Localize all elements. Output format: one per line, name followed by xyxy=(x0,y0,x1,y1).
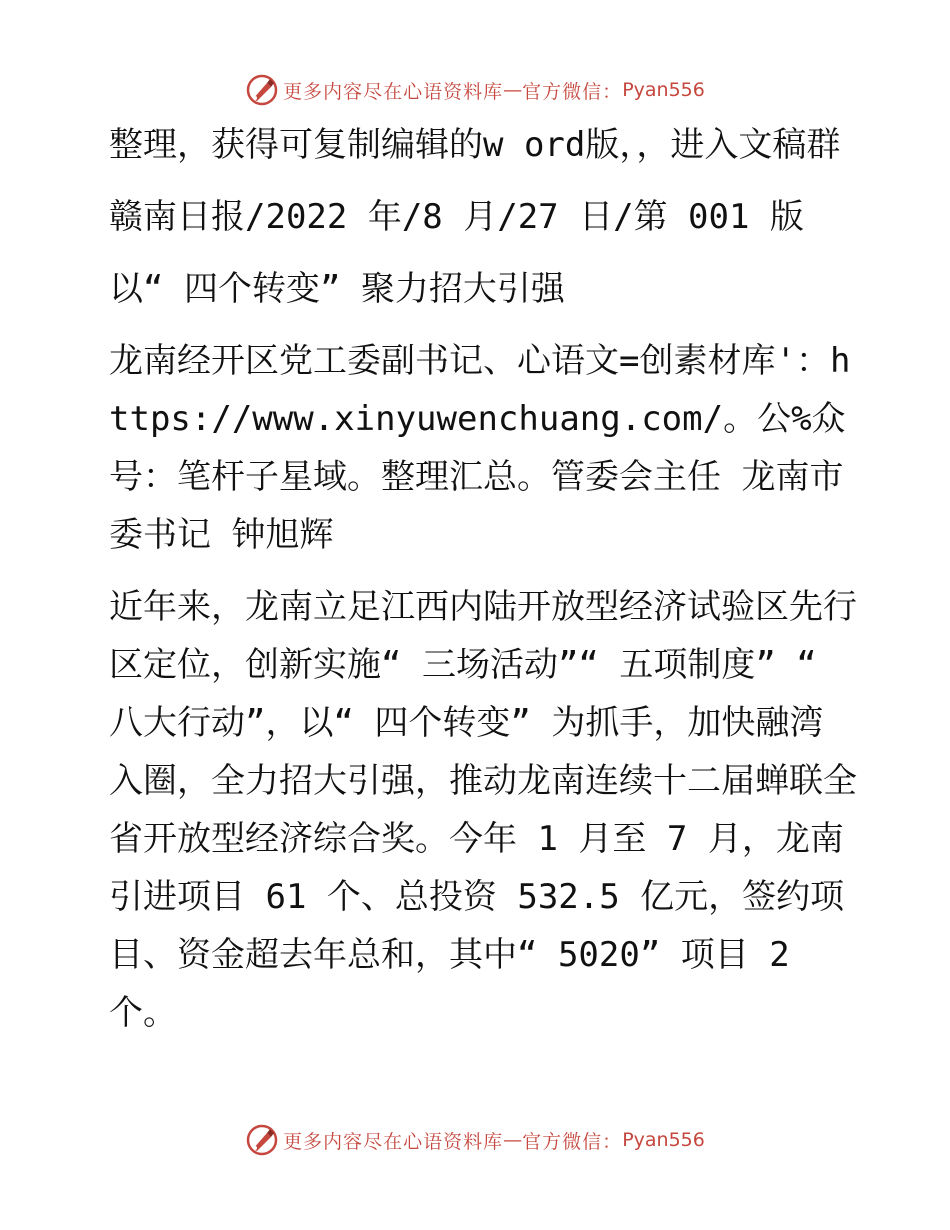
pen-logo-icon xyxy=(245,73,279,107)
footer-banner xyxy=(0,1120,950,1160)
header-wechat-id: Pyan556 xyxy=(622,79,705,101)
header-brand: 更多内容尽在心语资料库 xyxy=(283,80,504,103)
footer-wechat-label: 官方微信： xyxy=(522,1130,623,1153)
article-title: 以“ 四个转变” 聚力招大引强 xyxy=(109,269,565,309)
header-banner xyxy=(0,70,950,110)
footer-brand: 更多内容尽在心语资料库 xyxy=(283,1130,504,1153)
paragraph-main: 近年来，龙南立足江西内陆开放型经济试验区先行区定位，创新实施“ 三场活动”“ 五项制度” “ 八大行动”，以“ 四个转变” 为抓手，加快融湾入圈，全力招大引强，推动龙南连续十二届蝉联全省开放型经济综合奖。今年 1 月至 7 月，龙南引进项目 61 个、总投资 532.5 亿元，签约项目、资金超去年总和，其中“ 5020” 项目 2 个。 xyxy=(109,587,857,1033)
header-dash: — xyxy=(503,79,523,101)
paragraph-source: 赣南日报/2022 年/8 月/27 日/第 001 版 xyxy=(109,197,804,237)
footer-dash: — xyxy=(503,1129,523,1151)
document-body xyxy=(97,116,857,1042)
footer-wechat-id: Pyan556 xyxy=(622,1129,705,1151)
header-wechat-label: 官方微信： xyxy=(522,80,623,103)
paragraph-intro: 整理，获得可复制编辑的w ord版，，进入文稿群 xyxy=(109,125,841,165)
paragraph-author: 龙南经开区党工委副书记、心语文=创素材库'：https://www.xinyuwenchuang.com/。公%众号：笔杆子星域。整理汇总。管委会主任 龙南市委书记 钟旭辉 xyxy=(109,341,851,555)
pen-logo-icon xyxy=(245,1123,279,1157)
